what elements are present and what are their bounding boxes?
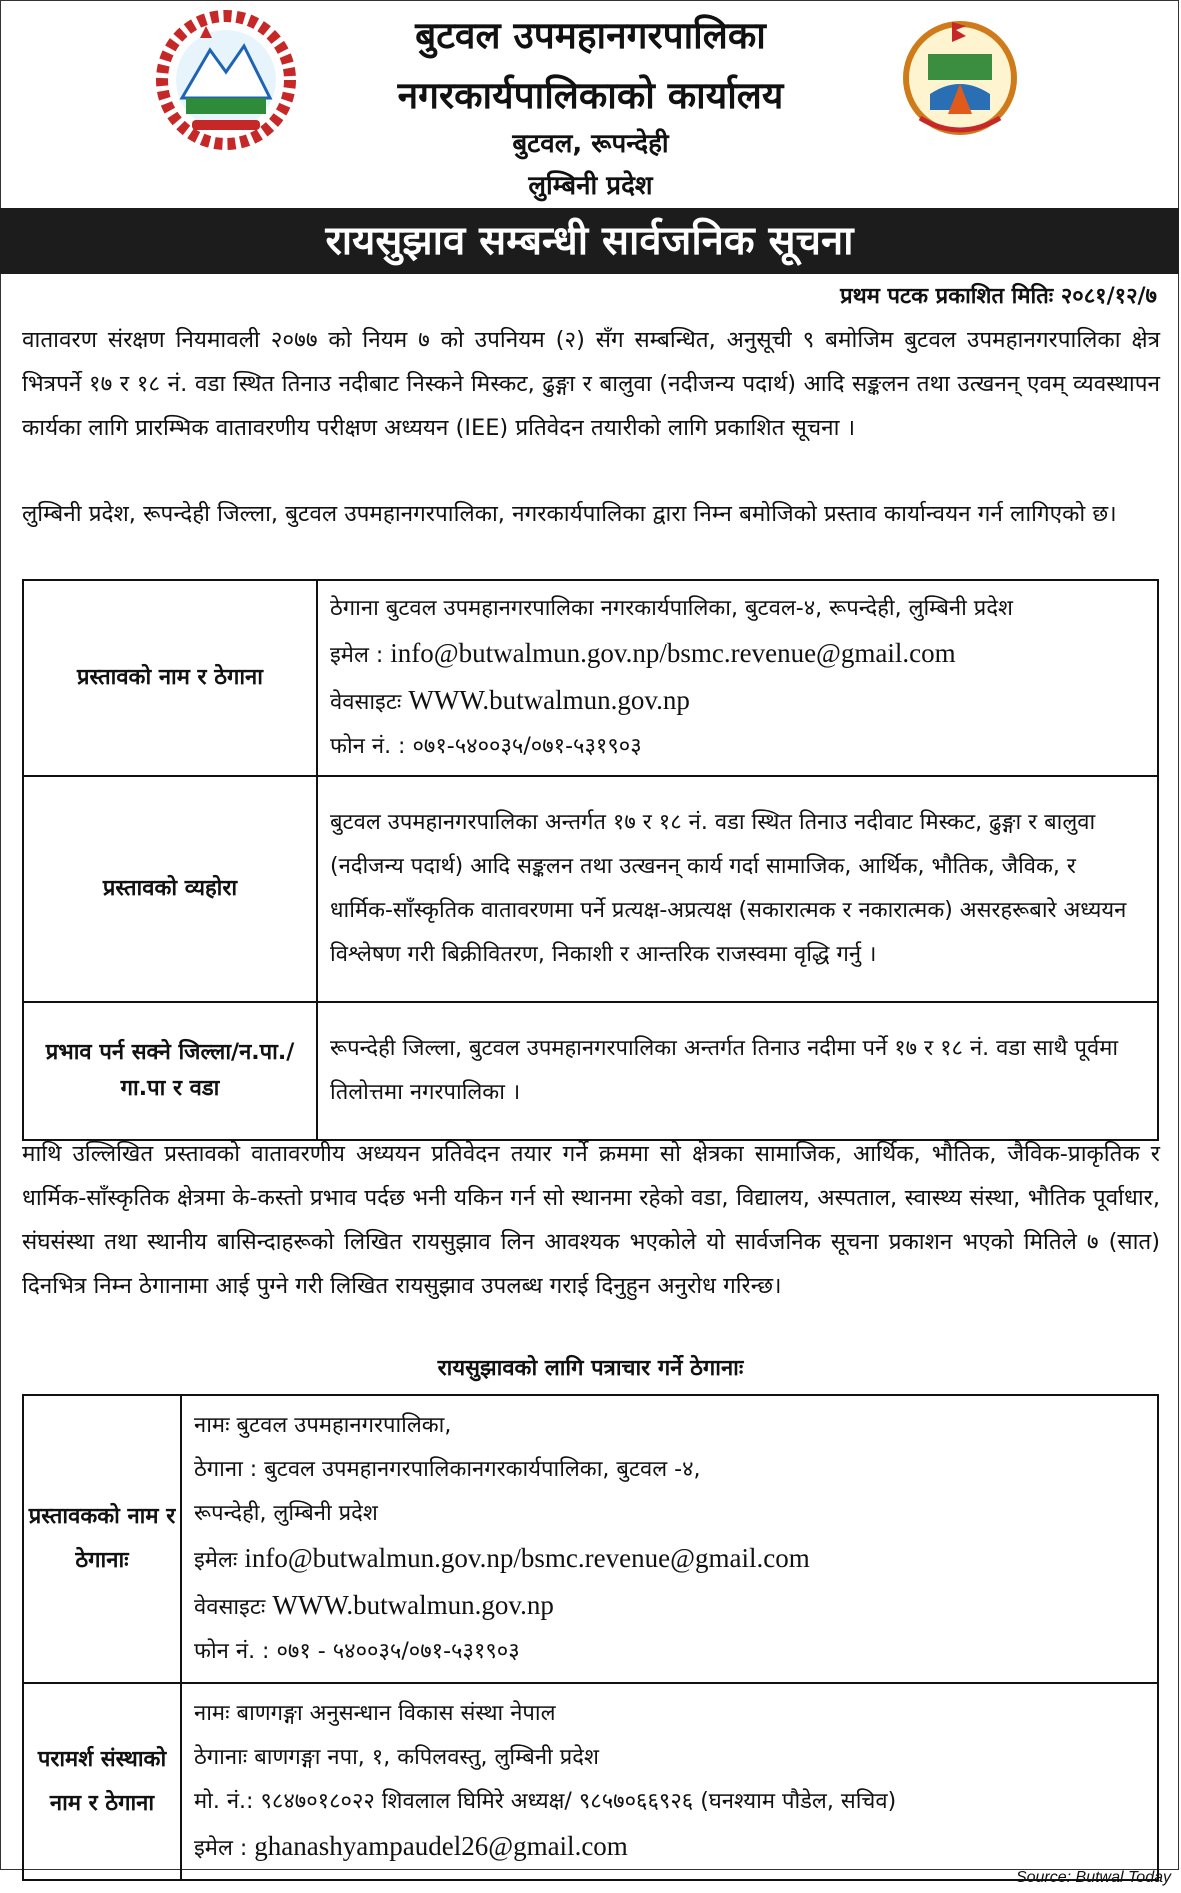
- correspondence-table: [22, 1394, 1159, 1881]
- proposal-details-table: [22, 579, 1159, 1141]
- proposer-website[interactable]: WWW.butwalmun.gov.np: [272, 1590, 554, 1620]
- table-row: [23, 1002, 1158, 1140]
- proposer-address: ठेगाना बुटवल उपमहानगरपालिका नगरकार्यपालिका, बुटवल-४, रूपन्देही, लुम्बिनी प्रदेश: [330, 596, 1013, 621]
- proposer-phone: फोन नं. : ०७१-५४००३५/०७१-५३१९०३: [330, 734, 642, 759]
- proposer-website-line: [330, 678, 1145, 725]
- province-name: लुम्बिनी प्रदेश: [528, 171, 653, 201]
- proposer-email-line: [194, 1536, 1145, 1583]
- proposer-address-2: रूपन्देही, लुम्बिनी प्रदेश: [194, 1501, 378, 1526]
- website-label: वेवसाइटः: [330, 690, 402, 715]
- proposer-website-line: [194, 1583, 1145, 1630]
- correspondence-heading: रायसुझावको लागि पत्राचार गर्ने ठेगानाः: [437, 1356, 744, 1381]
- table-row: [23, 580, 1158, 776]
- proposal-subject-label: प्रस्तावको व्यहोरा: [23, 776, 317, 1002]
- proposer-label: प्रस्तावको नाम र ठेगाना: [23, 580, 317, 776]
- proposer-email-line: [330, 631, 1145, 678]
- table-row: [23, 776, 1158, 1002]
- proposer-details: [317, 580, 1158, 776]
- consultant-name: नामः बाणगङ्गा अनुसन्धान विकास संस्था नेपाल: [194, 1701, 556, 1726]
- office-name: नगरकार्यपालिकाको कार्यालय: [397, 74, 784, 117]
- website-label: वेवसाइटः: [194, 1595, 266, 1620]
- published-date: प्रथम पटक प्रकाशित मितिः २०८१/१२/७: [840, 284, 1157, 309]
- proposer-email[interactable]: info@butwalmun.gov.np/bsmc.revenue@gmail.com: [244, 1543, 810, 1573]
- consultant-email-line: [194, 1824, 1145, 1871]
- email-label: इमेल :: [194, 1836, 248, 1861]
- proposal-subject-text: बुटवल उपमहानगरपालिका अन्तर्गत १७ र १८ नं. वडा स्थित तिनाउ नदीवाट मिस्कट, ढुङ्गा र बालुवा (नदीजन्य पदार्थ) आदि सङ्कलन तथा उत्खनन् कार्य गर्दा सामाजिक, आर्थिक, भौतिक, जैविक, र धार्मिक-साँस्कृतिक वातावरणमा पर्ने प्रत्यक्ष-अप्रत्यक्ष (सकारात्मक र नकारात्मक) असरहरूबारे अध्ययन विश्लेषण गरी बिक्रीवितरण, निकाशी र आन्तरिक राजस्वमा वृद्धि गर्नु ।: [317, 776, 1158, 1002]
- request-paragraph: माथि उल्लिखित प्रस्तावको वातावरणीय अध्ययन प्रतिवेदन तयार गर्ने क्रममा सो क्षेत्रका सामाजिक, आर्थिक, भौतिक, जैविक-प्राकृतिक र धार्मिक-साँस्कृतिक क्षेत्रमा के-कस्तो प्रभाव पर्दछ भनी यकिन गर्न सो स्थानमा रहेको वडा, विद्यालय, अस्पताल, स्वास्थ्य संस्था, भौतिक पूर्वाधार, संघसंस्था तथा स्थानीय बासिन्दाहरूको लिखित रायसुझाव लिन आवश्यक भएकोले यो सार्वजनिक सूचना प्रकाशन भएको मितिले ७ (सात) दिनभित्र निम्न ठेगानामा आई पुग्ने गरी लिखित रायसुझाव उपलब्ध गराई दिनुहुन अनुरोध गरिन्छ।: [22, 1141, 1160, 1299]
- proposer-address-1: ठेगाना : बुटवल उपमहानगरपालिकानगरकार्यपालिका, बुटवल -४,: [194, 1457, 701, 1482]
- office-location: बुटवल, रूपन्देही: [512, 129, 669, 159]
- consultant-details: [181, 1683, 1158, 1880]
- source-credit: Source: Butwal Today: [1015, 1869, 1171, 1886]
- proposer-name: नामः बुटवल उपमहानगरपालिका,: [194, 1413, 452, 1438]
- proposer-email[interactable]: info@butwalmun.gov.np/bsmc.revenue@gmail.com: [390, 638, 956, 668]
- consultant-address: ठेगानाः बाणगङ्गा नपा, १, कपिलवस्तु, लुम्बिनी प्रदेश: [194, 1745, 599, 1770]
- proposer-contact-details: [181, 1395, 1158, 1683]
- proposal-paragraph: लुम्बिनी प्रदेश, रूपन्देही जिल्ला, बुटवल उपमहानगरपालिका, नगरकार्यपालिका द्वारा निम्न बमोजिको प्रस्ताव कार्यान्वयन गर्न लागिएको छ।: [22, 501, 1117, 527]
- affected-area-text: रूपन्देही जिल्ला, बुटवल उपमहानगरपालिका अन्तर्गत तिनाउ नदीमा पर्ने १७ र १८ नं. वडा साथै पूर्वमा तिलोत्तमा नगरपालिका ।: [317, 1002, 1158, 1140]
- affected-area-label: प्रभाव पर्न सक्ने जिल्ला/न.पा./गा.पा र वडा: [23, 1002, 317, 1140]
- consultant-mobile: मो. नं.: ९८४७०१८०२२ शिवलाल घिमिरे अध्यक्ष/ ९८५७०६६९२६ (घनश्याम पौडेल, सचिव): [194, 1789, 897, 1814]
- table-row: [23, 1395, 1158, 1683]
- notice-header: [0, 0, 1181, 208]
- proposer-contact-label: प्रस्तावकको नाम र ठेगानाः: [23, 1395, 181, 1683]
- proposer-website[interactable]: WWW.butwalmun.gov.np: [408, 685, 690, 715]
- consultant-label: परामर्श संस्थाको नाम र ठेगाना: [23, 1683, 181, 1880]
- consultant-email[interactable]: ghanashyampaudel26@gmail.com: [254, 1831, 628, 1861]
- intro-paragraph: वातावरण संरक्षण नियमावली २०७७ को नियम ७ को उपनियम (२) सँग सम्बन्धित, अनुसूची ९ बमोजिम बुटवल उपमहानगरपालिका क्षेत्र भित्रपर्ने १७ र १८ नं. वडा स्थित तिनाउ नदीबाट निस्कने मिस्कट, ढुङ्गा र बालुवा (नदीजन्य पदार्थ) आदि सङ्कलन तथा उत्खनन् एवम् व्यवस्थापन कार्यका लागि प्रारम्भिक वातावरणीय परीक्षण अध्ययन (IEE) प्रतिवेदन तयारीको लागि प्रकाशित सूचना ।: [22, 327, 1160, 441]
- email-label: इमेलः: [194, 1548, 238, 1573]
- proposer-phone: फोन नं. : ०७१ - ५४००३५/०७१-५३१९०३: [194, 1639, 520, 1664]
- table-row: [23, 1683, 1158, 1880]
- notice-title-banner: रायसुझाव सम्बन्धी सार्वजनिक सूचना: [0, 208, 1179, 274]
- email-label: इमेल :: [330, 643, 384, 668]
- municipality-name: बुटवल उपमहानगरपालिका: [415, 14, 766, 57]
